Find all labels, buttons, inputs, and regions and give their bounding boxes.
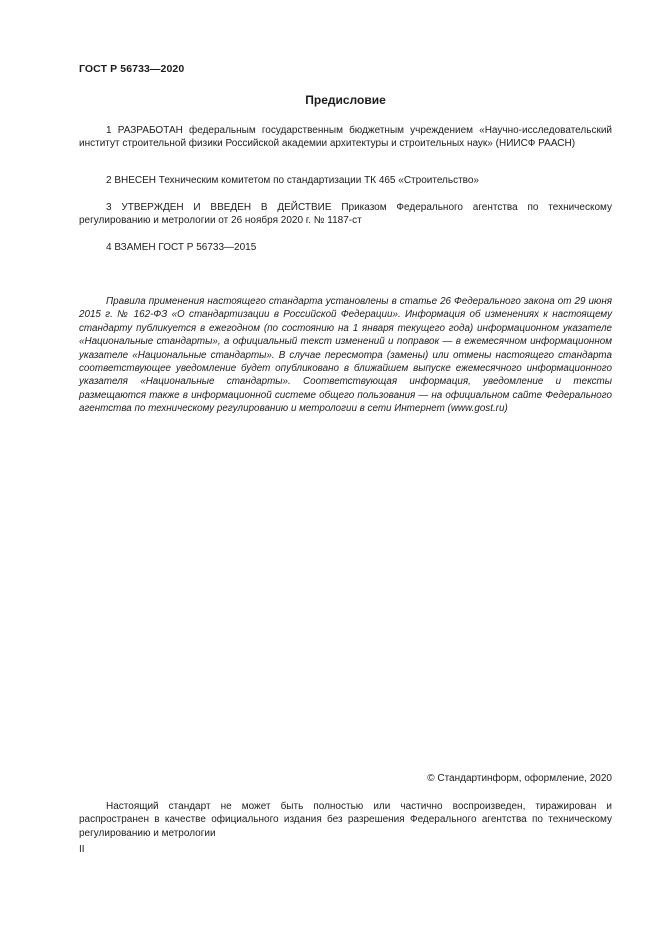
page-number: II (79, 844, 85, 855)
copyright-line: © Стандартинформ, оформление, 2020 (427, 773, 612, 784)
application-rules-notice: Правила применения настоящего стандарта установлены в статье 26 Федерального закона от 29 июня 2015 г. № 162-ФЗ «О стандартизации в Российской Федерации». Информация об изменениях к настоящему стандарту публикуется в ежегодном (по состоянию на 1 января текущего года) информационном указателе «Национальные стандарты», а официальный текст изменений и поправок — в ежемесячном информационном указателе «Национальные стандарты». В случае пересмотра (замены) или отмены настоящего стандарта соответствующее уведомление будет опубликовано в ближайшем выпуске ежемесячного информационного указателя «Национальные стандарты». Соответствующая информация, уведомление и тексты размещаются также в информационной системе общего пользования — на официальном сайте Федерального агентства по техническому регулированию и метрологии в сети Интернет (www.gost.ru) (79, 296, 612, 415)
paragraph-approved: 3 УТВЕРЖДЕН И ВВЕДЕН В ДЕЙСТВИЕ Приказом Федерального агентства по техническому регулированию и метрологии от 26 ноября 2020 г. № 1187-ст (79, 202, 612, 227)
paragraph-developed: 1 РАЗРАБОТАН федеральным государственным бюджетным учреждением «Научно-исследовательский институт строительной физики Российской академии архитектуры и строительных наук» (НИИСФ РААСН) (79, 125, 612, 150)
page-title: Предисловие (305, 93, 386, 107)
paragraph-replaces: 4 ВЗАМЕН ГОСТ Р 56733—2015 (106, 242, 257, 253)
legal-notice: Настоящий стандарт не может быть полностью или частично воспроизведен, тиражирован и распространен в качестве официального издания без разрешения Федерального агентства по техническому регулированию и метрологии (79, 801, 612, 839)
standard-id-header: ГОСТ Р 56733—2020 (79, 63, 185, 75)
paragraph-introduced: 2 ВНЕСЕН Техническим комитетом по стандартизации ТК 465 «Строительство» (106, 175, 479, 186)
